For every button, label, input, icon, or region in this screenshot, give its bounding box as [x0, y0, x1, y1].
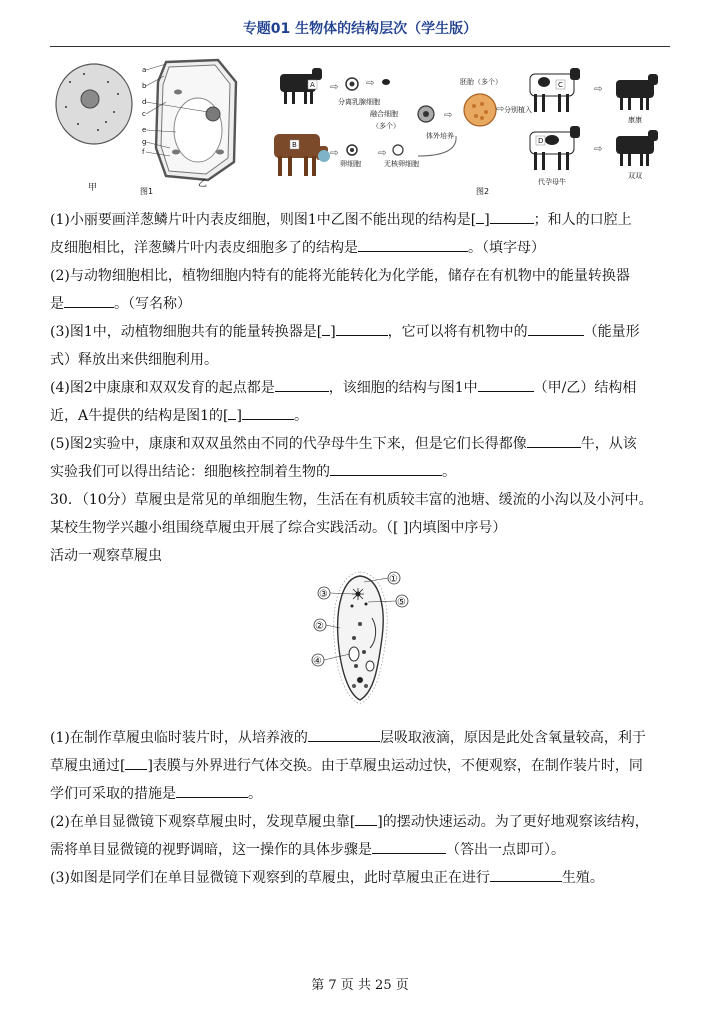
label-3: ③ — [319, 589, 328, 600]
label-5: ⑤ — [397, 597, 406, 608]
enucleated-label: 无核卵细胞 — [384, 160, 419, 168]
embryo-label: 胚胎（多个） — [460, 78, 502, 86]
answer-blank[interactable] — [176, 783, 248, 798]
figure-3-paramecium — [300, 568, 420, 708]
egg-cell-label: 卵细胞 — [340, 160, 361, 168]
answer-blank[interactable] — [275, 377, 329, 392]
q2-line1: (2)与动物细胞相比，植物细胞内特有的能将光能转化为化学能，储存在有机物中的能量转换器 — [50, 268, 630, 284]
p3-line1: (3)如图是同学们在单目显微镜下观察到的草履虫，此时草履虫正在进行 生殖。 — [50, 864, 670, 892]
q30-line1: 30．（10分）草履虫是常见的单细胞生物，生活在有机质较丰富的池塘、缓流的小沟以及小河中。 — [50, 492, 653, 508]
fuse-cell-label: 融合细胞 — [370, 110, 398, 118]
p1-line1: (1)在制作草履虫临时装片时，从培养液的 层吸取液滴，原因是此处含氧量较高，利于 — [50, 724, 670, 752]
label-1: ① — [389, 574, 398, 585]
answer-blank[interactable] — [125, 755, 147, 770]
cow-a-label: A — [310, 81, 315, 89]
p1-line2: 草履虫通过[ ]表膜与外界进行气体交换。由于草履虫运动过快，不便观察，在制作装片时，同 — [50, 752, 670, 780]
answer-blank[interactable] — [490, 867, 562, 882]
answer-blank[interactable] — [330, 461, 442, 476]
figure-2-cloning — [268, 52, 674, 202]
separate-cell-label: 分离乳腺细胞 — [338, 98, 380, 106]
page-footer: 第 7 页 共 25 页 — [311, 978, 409, 993]
label-2: ② — [315, 621, 324, 632]
q4-line2: 近，A牛提供的结构是图1的[ ] 。 — [50, 402, 670, 430]
activity-title: 活动一观察草履虫 — [50, 548, 162, 564]
q2-line2: 是 。（写名称） — [50, 290, 670, 318]
calf-shuangshuang-image — [616, 130, 658, 166]
answer-blank[interactable] — [527, 433, 581, 448]
svg-text:⇨: ⇨ — [594, 144, 603, 155]
answer-blank[interactable] — [64, 293, 114, 308]
q5-line2: 实验我们可以得出结论：细胞核控制着生物的 。 — [50, 458, 670, 486]
count-many-label: （多个） — [372, 122, 400, 130]
q5-line1: (5)图2实验中，康康和双双虽然由不同的代孕母牛生下来，但是它们长得都像 牛，从该 — [50, 430, 670, 458]
svg-text:⇨: ⇨ — [330, 82, 339, 93]
page-header: 专题01 生物体的结构层次（学生版） — [242, 21, 478, 37]
header-divider — [50, 46, 670, 47]
cow-d-label: D — [538, 137, 544, 145]
answer-blank[interactable] — [490, 209, 534, 224]
answer-blank[interactable] — [355, 811, 377, 826]
answer-blank[interactable] — [372, 839, 446, 854]
svg-text:⇨: ⇨ — [330, 148, 339, 159]
letter-d: d — [142, 98, 147, 106]
answer-blank[interactable] — [336, 321, 388, 336]
kangkang-label: 康康 — [628, 116, 642, 124]
caption-fig1: 图1 — [140, 187, 154, 196]
answer-blank[interactable] — [478, 377, 534, 392]
answer-blank[interactable] — [528, 321, 584, 336]
q30-line2: 某校生物学兴趣小组围绕草履虫开展了综合实践活动。（[ ]内填图中序号） — [50, 520, 507, 536]
label-4: ④ — [313, 656, 322, 667]
plant-nucleus — [206, 107, 220, 121]
figure-1-cells — [48, 52, 248, 202]
cow-c-image — [530, 68, 580, 112]
answer-blank[interactable] — [242, 405, 294, 420]
svg-text:⇨: ⇨ — [594, 84, 603, 95]
q4-line1: (4)图2中康康和双双发育的起点都是 ，该细胞的结构与图1中 （甲/乙）结构相 — [50, 374, 670, 402]
label-yi: 乙 — [198, 179, 208, 189]
letter-g: g — [142, 138, 147, 146]
svg-text:⇨: ⇨ — [444, 110, 453, 121]
implant-label: 分别植入 — [504, 106, 532, 114]
q1-line1: (1)小丽要画洋葱鳞片叶内表皮细胞，则图1中乙图不能出现的结构是[ ] ；和人的口腔上 — [50, 206, 670, 234]
p2-line1: (2)在单目显微镜下观察草履虫时，发现草履虫靠[ ]的摆动快速运动。为了更好地观察该结构， — [50, 808, 670, 836]
animal-nucleus — [81, 90, 99, 108]
surrogate-label: 代孕母牛 — [538, 178, 566, 186]
cow-b-image — [274, 134, 330, 176]
cow-b-label: B — [292, 141, 297, 149]
calf-kangkang-image — [616, 74, 658, 110]
letter-b: b — [142, 82, 147, 90]
svg-text:⇨: ⇨ — [366, 78, 375, 89]
label-jia: 甲 — [88, 183, 98, 193]
cow-c-label: C — [558, 81, 563, 89]
in-vitro-label: 体外培养 — [426, 132, 454, 140]
letter-e: e — [142, 126, 147, 134]
p1-line3: 学们可采取的措施是 。 — [50, 780, 670, 808]
svg-text:⇨: ⇨ — [378, 148, 387, 159]
letter-c: c — [142, 110, 146, 118]
cow-a-image — [280, 68, 322, 104]
letter-a: a — [142, 66, 147, 74]
cow-d-image — [530, 126, 580, 170]
svg-text:⇨: ⇨ — [496, 104, 505, 115]
answer-blank[interactable] — [308, 727, 380, 742]
answer-blank[interactable] — [358, 237, 468, 252]
q1-line2: 皮细胞相比，洋葱鳞片叶内表皮细胞多了的结构是 。（填字母） — [50, 234, 670, 262]
p2-line2: 需将单目显微镜的视野调暗，这一操作的具体步骤是 （答出一点即可）。 — [50, 836, 670, 864]
caption-fig2: 图2 — [476, 187, 490, 196]
q3-line1: (3)图1中，动植物细胞共有的能量转换器是[ ] ，它可以将有机物中的 （能量形 — [50, 318, 670, 346]
shuangshuang-label: 双双 — [628, 172, 642, 180]
letter-f: f — [142, 148, 145, 156]
q3-line2: 式）释放出来供细胞利用。 — [50, 352, 218, 368]
